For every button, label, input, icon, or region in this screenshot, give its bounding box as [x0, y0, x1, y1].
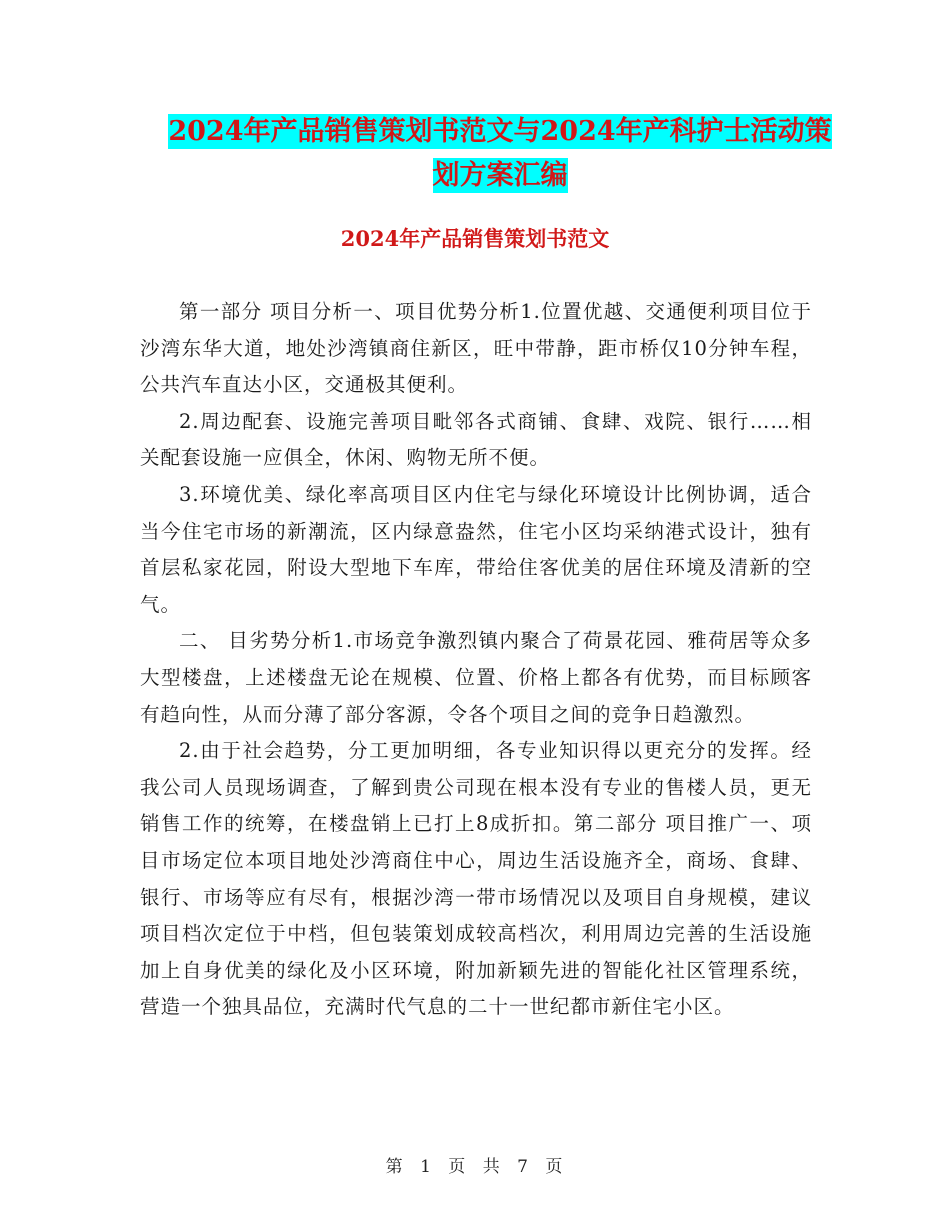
- footer-label-page: 第: [385, 1157, 405, 1177]
- paragraph: 第一部分 项目分析一、项目优势分析1.位置优越、交通便利项目位于沙湾东华大道，地处沙湾镇商住新区，旺中带静，距市桥仅10分钟车程，公共汽车直达小区，交通极其便利。: [140, 300, 812, 397]
- document-title-line1: 2024年产品销售策划书范文与2024年产科护士活动策: [168, 116, 832, 147]
- paragraph: 3.环境优美、绿化率高项目区内住宅与绿化环境设计比例协调，适合当今住宅市场的新潮流，区内绿意盎然，住宅小区均采纳港式设计，独有首层私家花园，附设大型地下车库，带给住客优美的居住环境及清新的空气。: [140, 482, 812, 616]
- paragraph: 2.由于社会趋势，分工更加明细，各专业知识得以更充分的发挥。经我公司人员现场调查，了解到贵公司现在根本没有专业的售楼人员，更无销售工作的统筹，在楼盘销上已打上8成折扣。第二部分 项目推广一、项目市场定位本项目地处沙湾商住中心，周边生活设施齐全，商场、食肆、银行、市场等应有尽有，根据沙湾一带市场情况以及项目自身规模，建议项目档次定位于中档，但包装策划成较高档次，利用周边完善的生活设施加上自身优美的绿化及小区环境，附加新颖先进的智能化社区管理系统，营造一个独具品位，充满时代气息的二十一世纪都市新住宅小区。: [140, 739, 812, 1019]
- document-title: [150, 110, 850, 198]
- footer-label-ye: 页: [448, 1157, 468, 1177]
- document-body: [140, 294, 812, 1026]
- footer-label-total: 共: [482, 1157, 502, 1177]
- footer-page-number: 1: [420, 1157, 433, 1177]
- document-title-line2: 划方案汇编: [432, 160, 568, 191]
- page-footer: [0, 1152, 950, 1177]
- section-title: 2024年产品销售策划书范文: [340, 226, 610, 251]
- footer-total-pages: 7: [517, 1157, 530, 1177]
- paragraph: 二、 目劣势分析1.市场竞争激烈镇内聚合了荷景花园、雅荷居等众多大型楼盘，上述楼盘无论在规模、位置、价格上都各有优势，而目标顾客有趋向性，从而分薄了部分客源，令各个项目之间的竞争日趋激烈。: [140, 629, 812, 726]
- paragraph: 2.周边配套、设施完善项目毗邻各式商铺、食肆、戏院、银行……相关配套设施一应俱全，休闲、购物无所不便。: [140, 409, 812, 470]
- footer-label-ye2: 页: [545, 1157, 565, 1177]
